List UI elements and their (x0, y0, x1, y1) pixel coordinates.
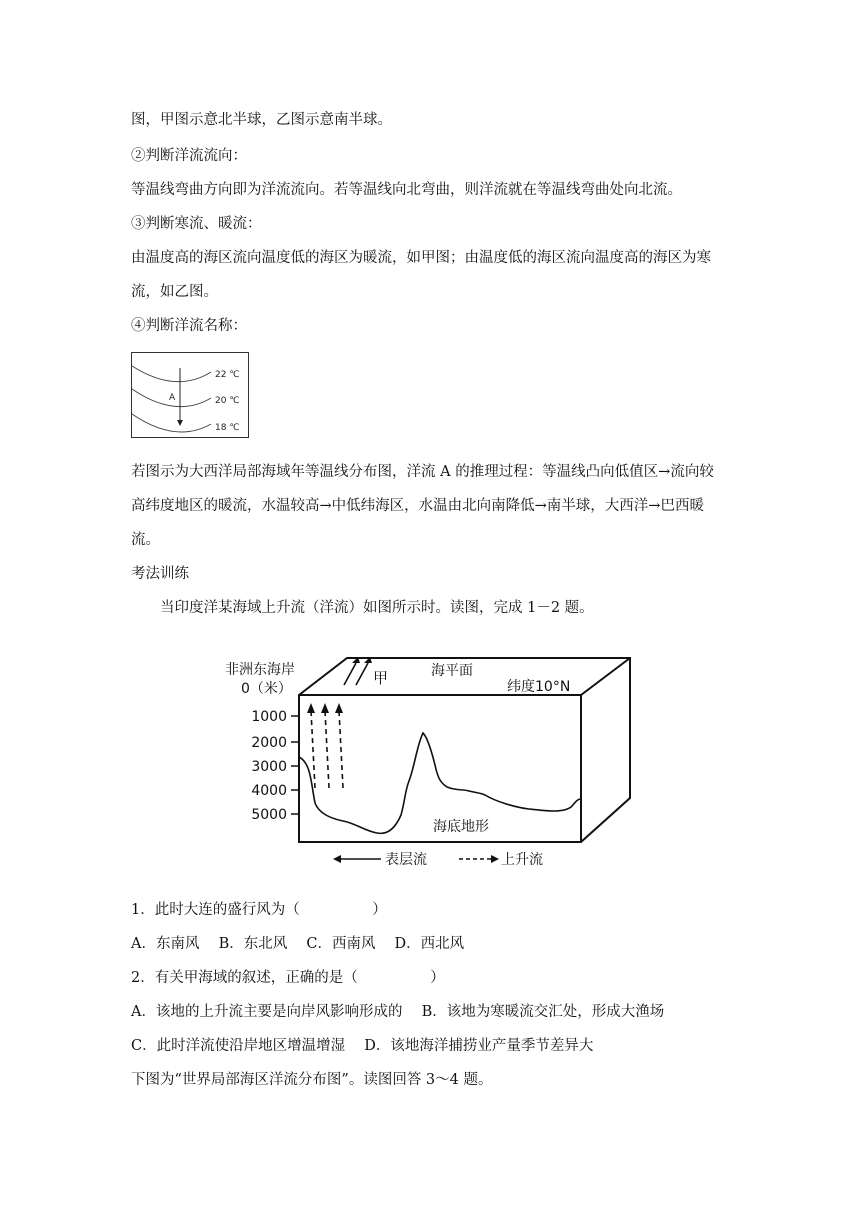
legend-upwelling-label: 上升流 (501, 852, 543, 868)
text-line: ④判断洋流名称： (131, 318, 247, 334)
text-line: 流。 (131, 532, 160, 548)
text-line: ②判断洋流流向： (131, 148, 247, 164)
coast-label: 非洲东海岸 (225, 662, 295, 678)
upwelling-arrow (311, 711, 315, 788)
depth-label: 1000 (251, 709, 287, 725)
legend-upwelling-arrowhead (491, 855, 499, 863)
upwelling-arrowhead (321, 703, 329, 713)
isotherm-label: 20 ℃ (215, 396, 240, 406)
isotherm-line-22 (132, 366, 211, 382)
jia-label: 甲 (373, 669, 389, 687)
isotherm-figure (131, 352, 249, 438)
text-line: ③判断寒流、暖流： (131, 216, 262, 232)
seafloor-label: 海底地形 (433, 819, 489, 835)
question-2-options-ab: A．该地的上升流主要是向岸风影响形成的 B．该地为寒暖流交汇处，形成大渔场 (131, 1004, 665, 1020)
text-line: 图，甲图示意北半球，乙图示意南半球。 (131, 112, 392, 128)
current-label: A (169, 393, 176, 403)
zero-depth-label: 0（米） (241, 681, 292, 697)
depth-label: 4000 (251, 783, 287, 799)
isotherm-label: 18 ℃ (215, 423, 240, 433)
text-line: 若图示为大西洋局部海域年等温线分布图，洋流 A 的推理过程：等温线凸向低值区→流向较 (131, 464, 714, 480)
depth-label: 5000 (251, 807, 287, 823)
text-line: 下图为“世界局部海区洋流分布图”。读图回答 3～4 题。 (131, 1072, 493, 1088)
legend-surface-label: 表层流 (385, 852, 427, 868)
text-line: 高纬度地区的暖流，水温较高→中低纬海区，水温由北向南降低→南半球，大西洋→巴西暖 (131, 498, 704, 514)
text-line: 由温度高的海区流向温度低的海区为暖流，如甲图；由温度低的海区流向温度高的海区为寒 (131, 250, 711, 266)
surface-flow-arrow (344, 663, 356, 685)
latitude-label: 纬度10°N (507, 679, 571, 695)
text-line: 等温线弯曲方向即为洋流流向。若等温线向北弯曲，则洋流就在等温线弯曲处向北流。 (131, 182, 682, 198)
surface-flow-arrow (356, 663, 368, 685)
legend-surface-arrowhead (333, 855, 341, 863)
text-line: 流，如乙图。 (131, 284, 218, 300)
upwelling-arrowhead (335, 703, 343, 713)
upwelling-figure (225, 653, 635, 873)
isotherm-label: 22 ℃ (215, 370, 240, 380)
upwelling-arrow (325, 711, 329, 788)
depth-label: 2000 (251, 735, 287, 751)
question-1: 1．此时大连的盛行风为（ ） (131, 902, 387, 918)
question-1-options: A．东南风 B．东北风 C．西南风 D．西北风 (131, 936, 465, 952)
depth-label: 3000 (251, 759, 287, 775)
upwelling-arrowhead (307, 703, 315, 713)
sea-level-label: 海平面 (431, 663, 473, 679)
question-2: 2．有关甲海域的叙述，正确的是（ ） (131, 970, 445, 986)
section-heading: 考法训练 (131, 566, 189, 582)
question-2-options-cd: C．此时洋流使沿岸地区增温增湿 D．该地海洋捕捞业产量季节差异大 (131, 1038, 594, 1054)
isotherm-line-18 (132, 414, 211, 432)
upwelling-arrow (339, 711, 343, 788)
block-edge (581, 658, 630, 695)
text-line: 当印度洋某海域上升流（洋流）如图所示时。读图，完成 1－2 题。 (160, 600, 594, 616)
current-arrow-head (177, 420, 183, 426)
